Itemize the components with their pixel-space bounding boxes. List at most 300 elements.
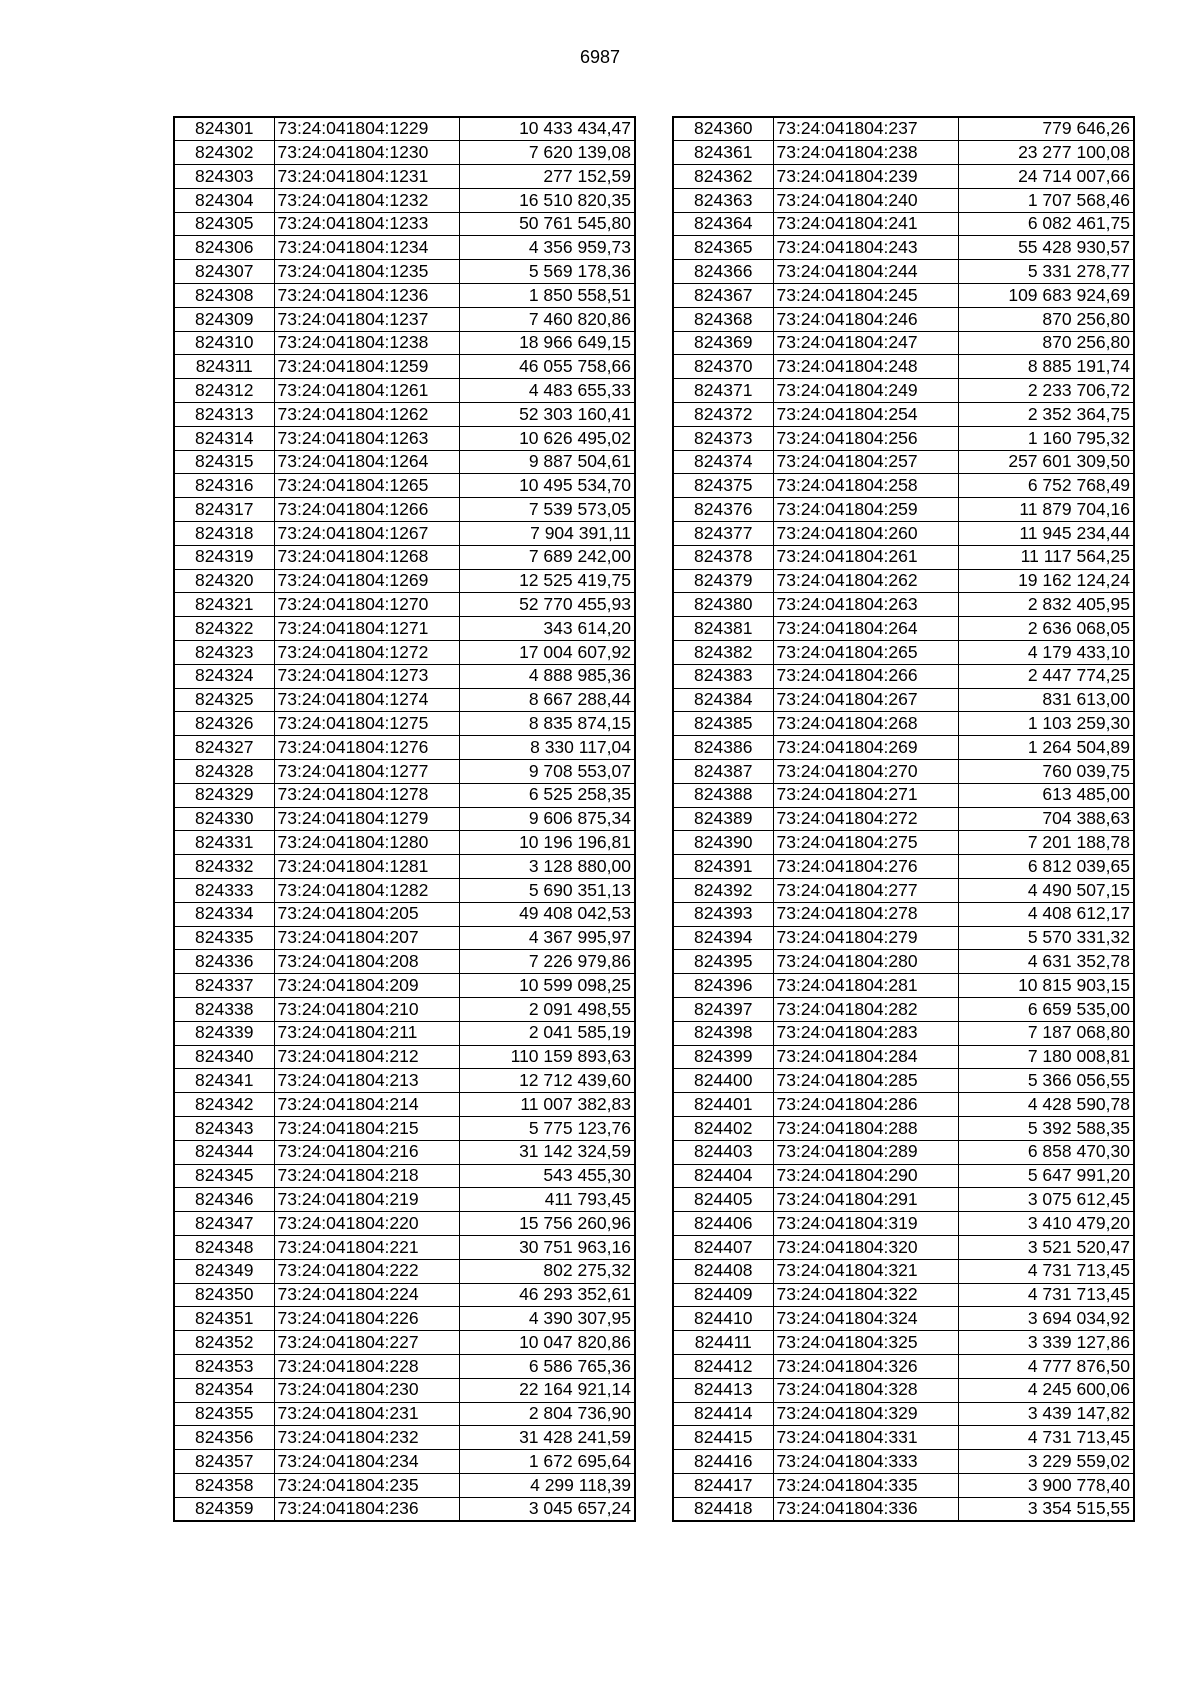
table-row [673,997,1134,1021]
value-cell: 10 433 434,47 [459,117,635,141]
table-row [673,117,1134,141]
row-number-cell: 824402 [673,1116,773,1140]
row-number-cell: 824366 [673,260,773,284]
row-number-cell: 824363 [673,188,773,212]
cadastral-number-cell: 73:24:041804:268 [773,712,958,736]
row-number-cell: 824398 [673,1021,773,1045]
value-cell: 831 613,00 [958,688,1134,712]
row-number-cell: 824404 [673,1164,773,1188]
value-cell: 4 777 876,50 [958,1354,1134,1378]
table-row [673,1116,1134,1140]
cadastral-number-cell: 73:24:041804:331 [773,1426,958,1450]
row-number-cell: 824368 [673,307,773,331]
table-row [174,641,635,665]
table-row [174,879,635,903]
cadastral-number-cell: 73:24:041804:282 [773,997,958,1021]
row-number-cell: 824408 [673,1259,773,1283]
cadastral-number-cell: 73:24:041804:269 [773,736,958,760]
row-number-cell: 824410 [673,1307,773,1331]
value-cell: 1 264 504,89 [958,736,1134,760]
row-number-cell: 824416 [673,1450,773,1474]
row-number-cell: 824374 [673,450,773,474]
table-row [174,1402,635,1426]
table-row [174,926,635,950]
table-row [673,236,1134,260]
table-row [174,1450,635,1474]
value-cell: 2 636 068,05 [958,617,1134,641]
cadastral-number-cell: 73:24:041804:1282 [274,879,459,903]
row-number-cell: 824331 [174,831,274,855]
row-number-cell: 824403 [673,1140,773,1164]
table-row [673,641,1134,665]
table-row [174,1188,635,1212]
row-number-cell: 824380 [673,593,773,617]
table-row [174,1259,635,1283]
table-row [174,522,635,546]
value-cell: 4 356 959,73 [459,236,635,260]
row-number-cell: 824401 [673,1093,773,1117]
table-row [673,974,1134,998]
value-cell: 760 039,75 [958,760,1134,784]
table-row [673,1378,1134,1402]
row-number-cell: 824316 [174,474,274,498]
value-cell: 4 408 612,17 [958,902,1134,926]
table-row [673,712,1134,736]
table-row [673,1331,1134,1355]
value-cell: 4 367 995,97 [459,926,635,950]
row-number-cell: 824365 [673,236,773,260]
table-row [673,379,1134,403]
value-cell: 4 731 713,45 [958,1259,1134,1283]
value-cell: 52 770 455,93 [459,593,635,617]
table-row [673,950,1134,974]
cadastral-number-cell: 73:24:041804:281 [773,974,958,998]
value-cell: 802 275,32 [459,1259,635,1283]
row-number-cell: 824350 [174,1283,274,1307]
value-cell: 704 388,63 [958,807,1134,831]
table-row [673,141,1134,165]
value-cell: 3 075 612,45 [958,1188,1134,1212]
cadastral-number-cell: 73:24:041804:1278 [274,783,459,807]
table-row [174,450,635,474]
table-row [673,783,1134,807]
table-row [174,1426,635,1450]
value-cell: 10 599 098,25 [459,974,635,998]
table-row [174,426,635,450]
cadastral-number-cell: 73:24:041804:215 [274,1116,459,1140]
table-row [673,664,1134,688]
table-row [174,474,635,498]
row-number-cell: 824303 [174,165,274,189]
row-number-cell: 824360 [673,117,773,141]
value-cell: 1 160 795,32 [958,426,1134,450]
value-cell: 5 690 351,13 [459,879,635,903]
value-cell: 7 187 068,80 [958,1021,1134,1045]
table-row [673,1188,1134,1212]
value-cell: 3 694 034,92 [958,1307,1134,1331]
cadastral-number-cell: 73:24:041804:232 [274,1426,459,1450]
value-cell: 3 354 515,55 [958,1497,1134,1521]
row-number-cell: 824323 [174,641,274,665]
table-row [174,331,635,355]
table-row [673,807,1134,831]
row-number-cell: 824381 [673,617,773,641]
value-cell: 3 900 778,40 [958,1473,1134,1497]
table-row [673,902,1134,926]
table-row [673,1045,1134,1069]
row-number-cell: 824418 [673,1497,773,1521]
cadastral-number-cell: 73:24:041804:1275 [274,712,459,736]
cadastral-number-cell: 73:24:041804:241 [773,212,958,236]
cadastral-number-cell: 73:24:041804:222 [274,1259,459,1283]
table-row [174,545,635,569]
cadastral-number-cell: 73:24:041804:1280 [274,831,459,855]
cadastral-number-cell: 73:24:041804:228 [274,1354,459,1378]
row-number-cell: 824378 [673,545,773,569]
table-row [174,1331,635,1355]
row-number-cell: 824395 [673,950,773,974]
value-cell: 4 631 352,78 [958,950,1134,974]
row-number-cell: 824330 [174,807,274,831]
table-row [174,1093,635,1117]
cadastral-number-cell: 73:24:041804:277 [773,879,958,903]
table-row [673,355,1134,379]
cadastral-number-cell: 73:24:041804:231 [274,1402,459,1426]
row-number-cell: 824345 [174,1164,274,1188]
value-cell: 257 601 309,50 [958,450,1134,474]
cadastral-number-cell: 73:24:041804:1266 [274,498,459,522]
value-cell: 109 683 924,69 [958,284,1134,308]
value-cell: 7 620 139,08 [459,141,635,165]
cadastral-number-cell: 73:24:041804:264 [773,617,958,641]
cadastral-number-cell: 73:24:041804:271 [773,783,958,807]
row-number-cell: 824385 [673,712,773,736]
table-row [174,783,635,807]
row-number-cell: 824354 [174,1378,274,1402]
value-cell: 9 606 875,34 [459,807,635,831]
value-cell: 18 966 649,15 [459,331,635,355]
table-row [673,855,1134,879]
data-table-left [173,116,636,1522]
table-row [174,664,635,688]
value-cell: 3 410 479,20 [958,1212,1134,1236]
cadastral-number-cell: 73:24:041804:1235 [274,260,459,284]
table-row [673,1069,1134,1093]
table-row [174,807,635,831]
value-cell: 11 007 382,83 [459,1093,635,1117]
row-number-cell: 824356 [174,1426,274,1450]
value-cell: 6 525 258,35 [459,783,635,807]
table-row [673,760,1134,784]
value-cell: 31 428 241,59 [459,1426,635,1450]
table-row [174,712,635,736]
cadastral-number-cell: 73:24:041804:1277 [274,760,459,784]
cadastral-number-cell: 73:24:041804:259 [773,498,958,522]
row-number-cell: 824320 [174,569,274,593]
cadastral-number-cell: 73:24:041804:278 [773,902,958,926]
row-number-cell: 824324 [174,664,274,688]
cadastral-number-cell: 73:24:041804:248 [773,355,958,379]
cadastral-number-cell: 73:24:041804:230 [274,1378,459,1402]
table-row [673,879,1134,903]
value-cell: 110 159 893,63 [459,1045,635,1069]
row-number-cell: 824335 [174,926,274,950]
value-cell: 24 714 007,66 [958,165,1134,189]
cadastral-number-cell: 73:24:041804:1237 [274,307,459,331]
row-number-cell: 824322 [174,617,274,641]
row-number-cell: 824399 [673,1045,773,1069]
cadastral-number-cell: 73:24:041804:246 [773,307,958,331]
row-number-cell: 824359 [174,1497,274,1521]
table-row [174,1164,635,1188]
cadastral-number-cell: 73:24:041804:322 [773,1283,958,1307]
cadastral-number-cell: 73:24:041804:275 [773,831,958,855]
cadastral-number-cell: 73:24:041804:214 [274,1093,459,1117]
cadastral-number-cell: 73:24:041804:1259 [274,355,459,379]
value-cell: 5 392 588,35 [958,1116,1134,1140]
table-row [174,212,635,236]
cadastral-number-cell: 73:24:041804:321 [773,1259,958,1283]
value-cell: 12 525 419,75 [459,569,635,593]
table-row [673,1307,1134,1331]
row-number-cell: 824353 [174,1354,274,1378]
cadastral-number-cell: 73:24:041804:1236 [274,284,459,308]
row-number-cell: 824389 [673,807,773,831]
row-number-cell: 824327 [174,736,274,760]
value-cell: 2 352 364,75 [958,403,1134,427]
value-cell: 5 366 056,55 [958,1069,1134,1093]
row-number-cell: 824392 [673,879,773,903]
value-cell: 46 055 758,66 [459,355,635,379]
cadastral-number-cell: 73:24:041804:218 [274,1164,459,1188]
table-row [673,1450,1134,1474]
row-number-cell: 824307 [174,260,274,284]
row-number-cell: 824372 [673,403,773,427]
row-number-cell: 824341 [174,1069,274,1093]
table-row [174,569,635,593]
table-row [673,688,1134,712]
cadastral-number-cell: 73:24:041804:324 [773,1307,958,1331]
cadastral-number-cell: 73:24:041804:335 [773,1473,958,1497]
value-cell: 8 835 874,15 [459,712,635,736]
value-cell: 2 804 736,90 [459,1402,635,1426]
cadastral-number-cell: 73:24:041804:260 [773,522,958,546]
row-number-cell: 824340 [174,1045,274,1069]
value-cell: 3 521 520,47 [958,1235,1134,1259]
row-number-cell: 824333 [174,879,274,903]
table-row [174,379,635,403]
value-cell: 7 539 573,05 [459,498,635,522]
value-cell: 17 004 607,92 [459,641,635,665]
row-number-cell: 824390 [673,831,773,855]
cadastral-number-cell: 73:24:041804:254 [773,403,958,427]
table-row [174,688,635,712]
table-row [174,1116,635,1140]
value-cell: 4 390 307,95 [459,1307,635,1331]
row-number-cell: 824349 [174,1259,274,1283]
row-number-cell: 824319 [174,545,274,569]
value-cell: 6 082 461,75 [958,212,1134,236]
value-cell: 4 731 713,45 [958,1283,1134,1307]
row-number-cell: 824337 [174,974,274,998]
cadastral-number-cell: 73:24:041804:247 [773,331,958,355]
cadastral-number-cell: 73:24:041804:1274 [274,688,459,712]
table-row [174,1235,635,1259]
table-row [174,284,635,308]
row-number-cell: 824405 [673,1188,773,1212]
row-number-cell: 824313 [174,403,274,427]
row-number-cell: 824310 [174,331,274,355]
value-cell: 5 570 331,32 [958,926,1134,950]
cadastral-number-cell: 73:24:041804:244 [773,260,958,284]
table-row [174,403,635,427]
row-number-cell: 824357 [174,1450,274,1474]
cadastral-number-cell: 73:24:041804:236 [274,1497,459,1521]
row-number-cell: 824339 [174,1021,274,1045]
value-cell: 543 455,30 [459,1164,635,1188]
value-cell: 10 626 495,02 [459,426,635,450]
cadastral-number-cell: 73:24:041804:220 [274,1212,459,1236]
row-number-cell: 824384 [673,688,773,712]
row-number-cell: 824387 [673,760,773,784]
table-row [174,997,635,1021]
row-number-cell: 824309 [174,307,274,331]
table-row [174,1212,635,1236]
value-cell: 46 293 352,61 [459,1283,635,1307]
row-number-cell: 824347 [174,1212,274,1236]
table-row [174,831,635,855]
row-number-cell: 824414 [673,1402,773,1426]
cadastral-number-cell: 73:24:041804:1272 [274,641,459,665]
cadastral-number-cell: 73:24:041804:205 [274,902,459,926]
value-cell: 2 447 774,25 [958,664,1134,688]
table-row [174,1307,635,1331]
cadastral-number-cell: 73:24:041804:210 [274,997,459,1021]
row-number-cell: 824332 [174,855,274,879]
value-cell: 1 707 568,46 [958,188,1134,212]
table-row [174,1473,635,1497]
cadastral-number-cell: 73:24:041804:291 [773,1188,958,1212]
row-number-cell: 824393 [673,902,773,926]
cadastral-number-cell: 73:24:041804:289 [773,1140,958,1164]
table-row [174,593,635,617]
table-row [673,569,1134,593]
row-number-cell: 824379 [673,569,773,593]
table-row [673,1235,1134,1259]
cadastral-number-cell: 73:24:041804:249 [773,379,958,403]
value-cell: 613 485,00 [958,783,1134,807]
value-cell: 8 885 191,74 [958,355,1134,379]
cadastral-number-cell: 73:24:041804:239 [773,165,958,189]
row-number-cell: 824412 [673,1354,773,1378]
cadastral-number-cell: 73:24:041804:224 [274,1283,459,1307]
table-row [174,902,635,926]
row-number-cell: 824318 [174,522,274,546]
row-number-cell: 824406 [673,1212,773,1236]
row-number-cell: 824396 [673,974,773,998]
cadastral-number-cell: 73:24:041804:234 [274,1450,459,1474]
cadastral-number-cell: 73:24:041804:328 [773,1378,958,1402]
value-cell: 870 256,80 [958,307,1134,331]
value-cell: 6 812 039,65 [958,855,1134,879]
table-row [673,1283,1134,1307]
value-cell: 277 152,59 [459,165,635,189]
table-row [673,403,1134,427]
value-cell: 5 775 123,76 [459,1116,635,1140]
value-cell: 6 586 765,36 [459,1354,635,1378]
table-row [673,1212,1134,1236]
value-cell: 4 888 985,36 [459,664,635,688]
cadastral-number-cell: 73:24:041804:325 [773,1331,958,1355]
table-row [174,1140,635,1164]
row-number-cell: 824388 [673,783,773,807]
row-number-cell: 824348 [174,1235,274,1259]
table-row [673,545,1134,569]
row-number-cell: 824386 [673,736,773,760]
value-cell: 11 879 704,16 [958,498,1134,522]
table-row [673,450,1134,474]
cadastral-number-cell: 73:24:041804:243 [773,236,958,260]
cadastral-number-cell: 73:24:041804:256 [773,426,958,450]
cadastral-number-cell: 73:24:041804:285 [773,1069,958,1093]
cadastral-number-cell: 73:24:041804:227 [274,1331,459,1355]
row-number-cell: 824375 [673,474,773,498]
table-row [174,117,635,141]
cadastral-number-cell: 73:24:041804:235 [274,1473,459,1497]
cadastral-number-cell: 73:24:041804:270 [773,760,958,784]
value-cell: 1 103 259,30 [958,712,1134,736]
value-cell: 7 460 820,86 [459,307,635,331]
value-cell: 4 490 507,15 [958,879,1134,903]
row-number-cell: 824362 [673,165,773,189]
cadastral-number-cell: 73:24:041804:286 [773,1093,958,1117]
value-cell: 6 752 768,49 [958,474,1134,498]
row-number-cell: 824377 [673,522,773,546]
table-row [673,212,1134,236]
cadastral-number-cell: 73:24:041804:333 [773,1450,958,1474]
table-row [673,331,1134,355]
value-cell: 52 303 160,41 [459,403,635,427]
cadastral-number-cell: 73:24:041804:1230 [274,141,459,165]
table-row [174,260,635,284]
table-row [174,1045,635,1069]
cadastral-number-cell: 73:24:041804:219 [274,1188,459,1212]
table-row [673,165,1134,189]
cadastral-number-cell: 73:24:041804:207 [274,926,459,950]
value-cell: 31 142 324,59 [459,1140,635,1164]
value-cell: 4 483 655,33 [459,379,635,403]
row-number-cell: 824301 [174,117,274,141]
row-number-cell: 824382 [673,641,773,665]
cadastral-number-cell: 73:24:041804:238 [773,141,958,165]
row-number-cell: 824302 [174,141,274,165]
cadastral-number-cell: 73:24:041804:336 [773,1497,958,1521]
value-cell: 9 708 553,07 [459,760,635,784]
cadastral-number-cell: 73:24:041804:283 [773,1021,958,1045]
value-cell: 1 672 695,64 [459,1450,635,1474]
table-row [673,617,1134,641]
table-row [174,855,635,879]
value-cell: 2 233 706,72 [958,379,1134,403]
cadastral-number-cell: 73:24:041804:262 [773,569,958,593]
cadastral-number-cell: 73:24:041804:288 [773,1116,958,1140]
table-row [673,1164,1134,1188]
table-row [174,1069,635,1093]
table-row [174,165,635,189]
row-number-cell: 824400 [673,1069,773,1093]
page-number: 6987 [579,47,621,67]
value-cell: 5 331 278,77 [958,260,1134,284]
